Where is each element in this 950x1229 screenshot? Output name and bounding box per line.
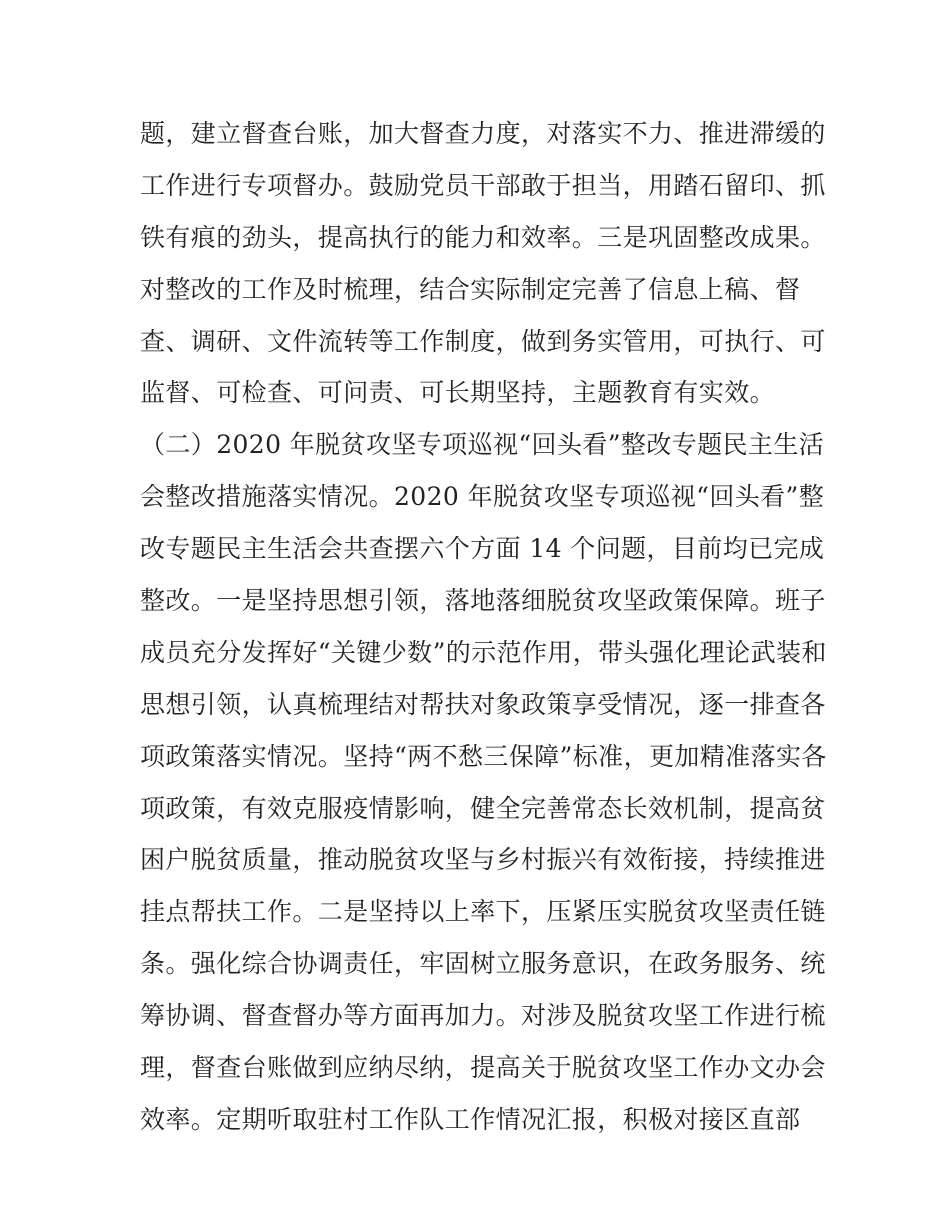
text-line-7: （二）2020 年脱贫攻坚专项巡视“回头看”整改专题民主生活 [140, 430, 825, 460]
text-line-17: 条。强化综合协调责任，牢固树立服务意识，在政务服务、统 [140, 949, 826, 979]
text-line-1: 题，建立督查台账，加大督查力度，对落实不力、推进滞缓的 [140, 119, 826, 148]
text-line-2: 工作进行专项督办。鼓励党员干部敢于担当，用踏石留印、抓 [140, 170, 826, 200]
text-line-19: 理，督查台账做到应纳尽纳，提高关于脱贫攻坚工作办文办会 [140, 1053, 826, 1083]
text-line-18: 筹协调、督查督办等方面再加力。对涉及脱贫攻坚工作进行梳 [140, 1001, 826, 1031]
text-line-4: 对整改的工作及时梳理，结合实际制定完善了信息上稿、督 [140, 274, 801, 304]
text-line-14: 项政策，有效克服疫情影响，健全完善常态长效机制，提高贫 [140, 793, 826, 823]
document-body [140, 108, 827, 1146]
text-line-3: 铁有痕的劲头，提高执行的能力和效率。三是巩固整改成果。 [140, 222, 826, 252]
text-line-5: 查、调研、文件流转等工作制度，做到务实管用，可执行、可 [140, 326, 826, 356]
text-line-6: 监督、可检查、可问责、可长期坚持，主题教育有实效。 [140, 378, 776, 408]
text-line-16: 挂点帮扶工作。二是坚持以上率下，压紧压实脱贫攻坚责任链 [140, 897, 826, 927]
text-line-15: 困户脱贫质量，推动脱贫攻坚与乡村振兴有效衔接，持续推进 [140, 845, 826, 875]
text-line-9: 改专题民主生活会共查摆六个方面 14 个问题，目前均已完成 [140, 534, 825, 564]
text-line-13: 项政策落实情况。坚持“两不愁三保障”标准，更加精准落实各 [140, 741, 827, 771]
text-line-10: 整改。一是坚持思想引领，落地落细脱贫攻坚政策保障。班子 [140, 586, 826, 616]
text-line-20: 效率。定期听取驻村工作队工作情况汇报，积极对接区直部 [140, 1104, 801, 1134]
text-line-12: 思想引领，认真梳理结对帮扶对象政策享受情况，逐一排查各 [140, 689, 826, 719]
text-line-11: 成员充分发挥好“关键少数”的示范作用，带头强化理论武装和 [140, 637, 827, 667]
text-line-8: 会整改措施落实情况。2020 年脱贫攻坚专项巡视“回头看”整 [140, 482, 825, 512]
